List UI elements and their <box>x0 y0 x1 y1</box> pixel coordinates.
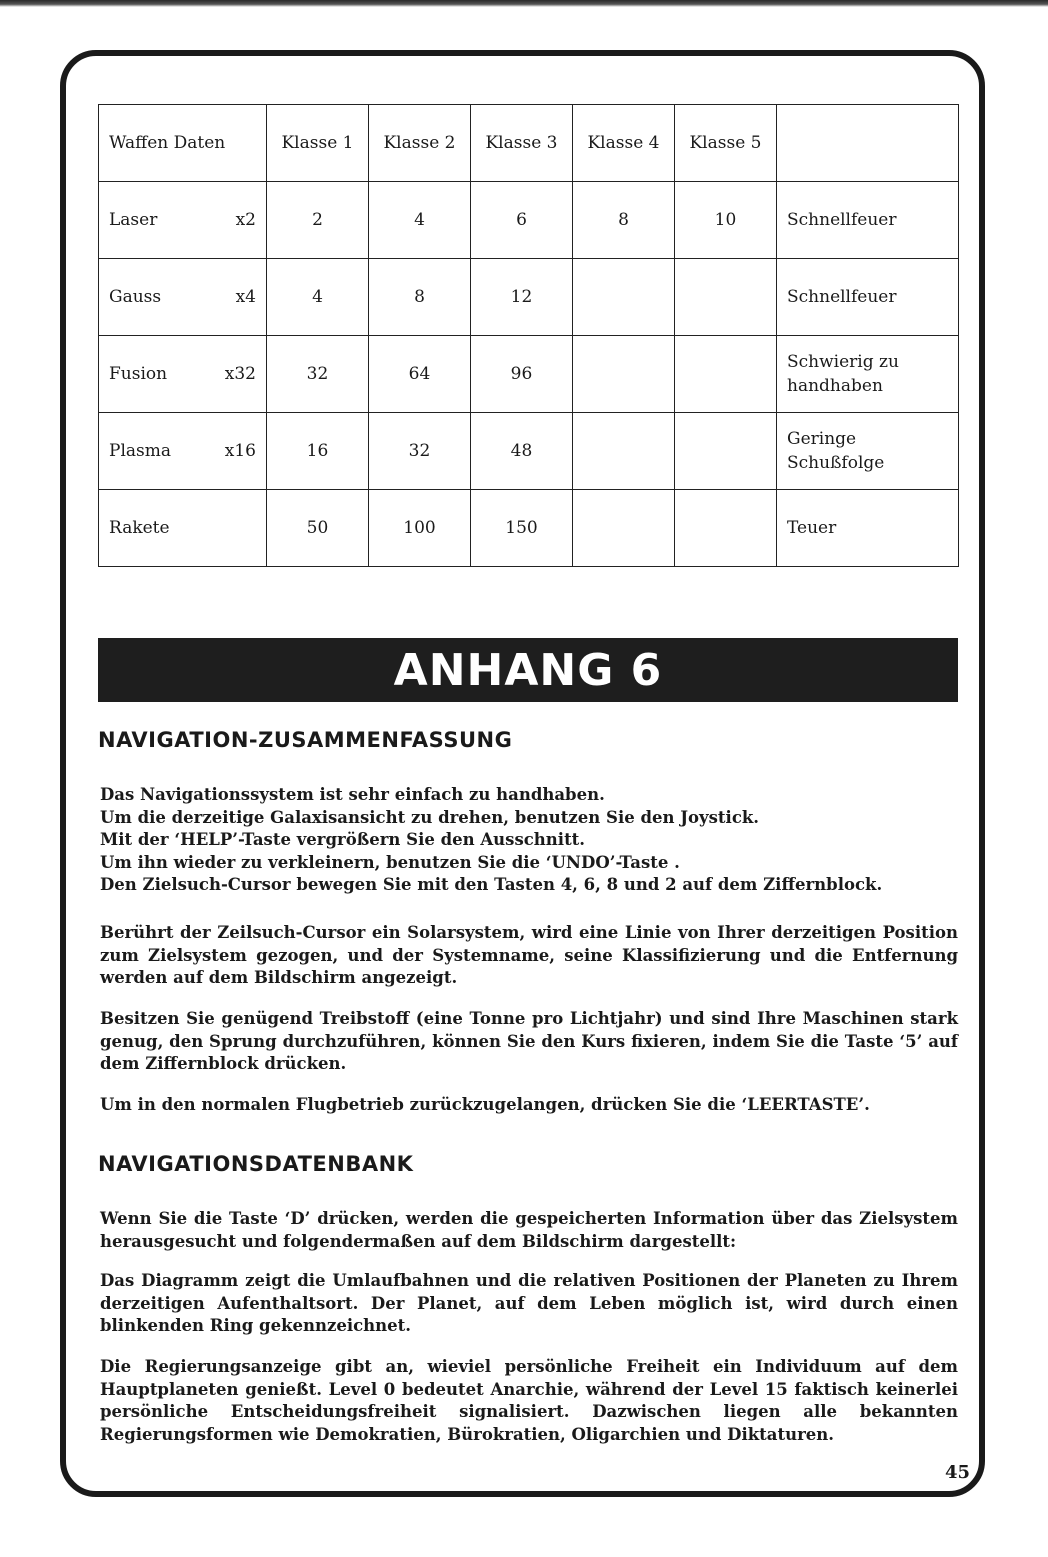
table-cell: 8 <box>369 259 471 336</box>
weapon-multiplier: x4 <box>235 287 256 307</box>
table-header-cell <box>777 105 959 182</box>
table-cell <box>675 413 777 490</box>
paragraph-database-info: Wenn Sie die Taste ‘D’ drücken, werden die gespeicherten Information über das Zielsystem herausgesucht und folgendermaßen auf dem Bildschirm dargestellt: <box>100 1209 958 1251</box>
table-cell: 48 <box>471 413 573 490</box>
table-cell: 6 <box>471 182 573 259</box>
table-row <box>99 336 959 413</box>
weapon-name-cell <box>99 182 267 259</box>
table-cell: 4 <box>267 259 369 336</box>
weapon-name-cell <box>99 490 267 567</box>
table-cell: 100 <box>369 490 471 567</box>
navigation-intro-paragraph <box>100 784 958 897</box>
paragraph-cursor-info: Berührt der Zeilsuch-Cursor ein Solarsystem, wird eine Linie von Ihrer derzeitigen Position zum Zielsystem gezogen, und der Systemname, seine Klassifizierung und die Entfernung werden auf dem Bildschirm angezeigt. <box>100 923 958 987</box>
table-row <box>99 259 959 336</box>
weapon-name: Plasma <box>109 441 171 461</box>
table-cell <box>573 336 675 413</box>
section-title-navigation-summary: NAVIGATION-ZUSAMMENFASSUNG <box>98 728 513 752</box>
appendix-banner-title: ANHANG 6 <box>393 644 663 696</box>
appendix-banner <box>98 638 958 702</box>
table-cell: 8 <box>573 182 675 259</box>
weapon-name: Laser <box>109 210 158 230</box>
weapon-multiplier: x32 <box>224 364 256 384</box>
table-cell <box>573 413 675 490</box>
section-title-navigation-database: NAVIGATIONSDATENBANK <box>98 1152 414 1176</box>
paragraph-government-info: Die Regierungsanzeige gibt an, wieviel persönliche Freiheit ein Individuum auf dem Hauptplaneten genießt. Level 0 bedeutet Anarchie, während der Level 15 faktisch keinerlei persönliche Entscheidungsfreiheit signalisiert. Dazwischen liegen alle bekannten Regierungsformen wie Demokratien, Bürokratien, Oligarchien und Diktaturen. <box>100 1357 958 1444</box>
page-number: 45 <box>944 1462 970 1483</box>
table-cell: 150 <box>471 490 573 567</box>
top-edge-line <box>0 0 1048 7</box>
text-line: Mit der ‘HELP’-Taste vergrößern Sie den Ausschnitt. <box>100 830 586 849</box>
weapon-note: Geringe Schußfolge <box>777 413 959 490</box>
text-line: Um ihn wieder zu verkleinern, benutzen Sie die ‘UNDO’-Taste . <box>100 852 680 872</box>
text-line: Um die derzeitige Galaxisansicht zu drehen, benutzen Sie den Joystick. <box>100 807 760 827</box>
table-cell: 32 <box>267 336 369 413</box>
table-cell: 32 <box>369 413 471 490</box>
weapon-multiplier: x2 <box>235 210 256 230</box>
table-cell: 2 <box>267 182 369 259</box>
table-header-cell: Waffen Daten <box>99 105 267 182</box>
weapon-name-cell <box>99 259 267 336</box>
table-header-cell: Klasse 5 <box>675 105 777 182</box>
table-header-cell: Klasse 4 <box>573 105 675 182</box>
weapon-name-cell <box>99 336 267 413</box>
table-cell: 10 <box>675 182 777 259</box>
paragraph-diagram-info: Das Diagramm zeigt die Umlaufbahnen und die relativen Positionen der Planeten zu Ihrem derzeitigen Aufenthaltsort. Der Planet, auf dem Leben möglich ist, wird durch einen blinkenden Ring gekennzeichnet. <box>100 1271 958 1335</box>
table-cell: 64 <box>369 336 471 413</box>
table-cell: 4 <box>369 182 471 259</box>
weapon-note: Schnellfeuer <box>777 182 959 259</box>
table-cell <box>675 490 777 567</box>
weapons-data-table <box>98 104 959 567</box>
paragraph-jump-info: Besitzen Sie genügend Treibstoff (eine Tonne pro Lichtjahr) und sind Ihre Maschinen stark genug, den Sprung durchzuführen, können Sie den Kurs fixieren, indem Sie die Taste ‘5’ auf dem Ziffernblock drücken. <box>100 1009 958 1073</box>
weapon-note: Teuer <box>777 490 959 567</box>
table-row <box>99 413 959 490</box>
weapon-multiplier: x16 <box>224 441 256 461</box>
weapon-note: Schwierig zu handhaben <box>777 336 959 413</box>
table-header-row <box>99 105 959 182</box>
table-cell <box>675 259 777 336</box>
weapon-note: Schnellfeuer <box>777 259 959 336</box>
table-row <box>99 490 959 567</box>
table-cell <box>573 259 675 336</box>
table-cell: 16 <box>267 413 369 490</box>
table-cell <box>675 336 777 413</box>
table-cell: 96 <box>471 336 573 413</box>
table-header-cell: Klasse 1 <box>267 105 369 182</box>
table-header-cell: Klasse 3 <box>471 105 573 182</box>
table-cell <box>573 490 675 567</box>
weapon-name-cell <box>99 413 267 490</box>
table-row <box>99 182 959 259</box>
weapon-name: Rakete <box>109 518 170 538</box>
weapon-name: Fusion <box>109 364 168 384</box>
weapon-name: Gauss <box>109 287 162 307</box>
table-header-cell: Klasse 2 <box>369 105 471 182</box>
table-cell: 50 <box>267 490 369 567</box>
text-line: Das Navigationssystem ist sehr einfach zu handhaben. <box>100 785 605 804</box>
paragraph-return-info: Um in den normalen Flugbetrieb zurückzugelangen, drücken Sie die ‘LEERTASTE’. <box>100 1095 870 1114</box>
table-cell: 12 <box>471 259 573 336</box>
text-line: Den Zielsuch-Cursor bewegen Sie mit den Tasten 4, 6, 8 und 2 auf dem Ziffernblock. <box>100 875 883 894</box>
